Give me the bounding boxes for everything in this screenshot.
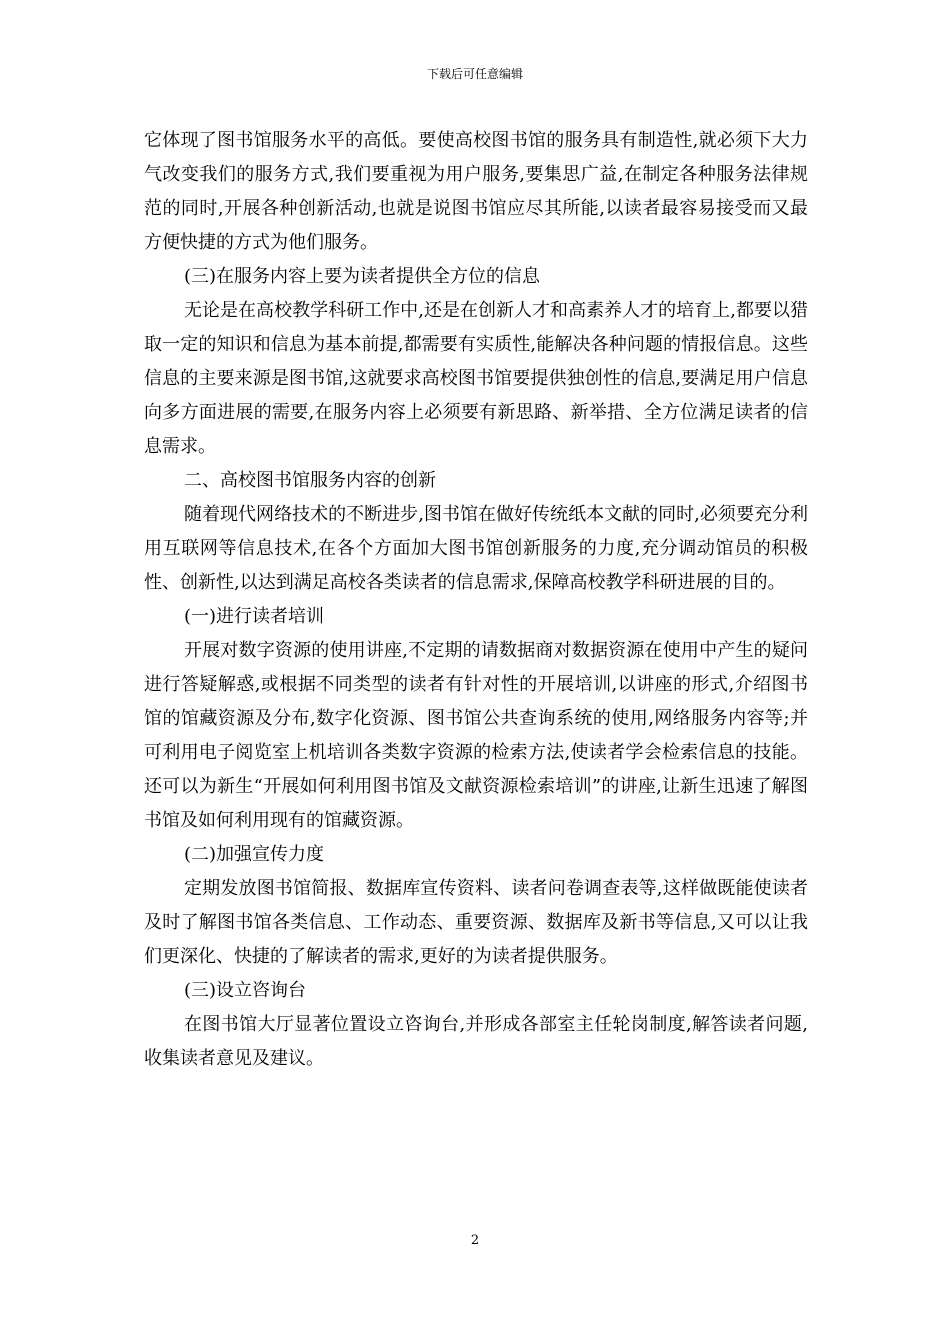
paragraph: 定期发放图书馆简报、数据库宣传资料、读者问卷调查表等,这样做既能使读者及时了解图书馆各类信息、工作动态、重要资源、数据库及新书等信息,又可以让我们更深化、快捷的了解读者的需求,更好的为读者提供服务。 bbox=[144, 878, 808, 967]
paragraph: 随着现代网络技术的不断进步,图书馆在做好传统纸本文献的同时,必须要充分利用互联网等信息技术,在各个方面加大图书馆创新服务的力度,充分调动馆员的积极性、创新性,以达到满足高校各类读者的信息需求,保障高校教学科研进展的目的。 bbox=[144, 504, 808, 593]
section-heading-help-desk: (三)设立咨询台 bbox=[184, 980, 307, 1001]
page-header: 下载后可任意编辑 bbox=[426, 67, 523, 81]
paragraph: 开展对数字资源的使用讲座,不定期的请数据商对数据资源在使用中产生的疑问进行答疑解惑,或根据不同类型的读者有针对性的开展培训,以讲座的形式,介绍图书馆的馆藏资源及分布,数字化资源、图书馆公共查询系统的使用,网络服务内容等;并可利用电子阅览室上机培训各类数字资源的检索方法,使读者学会检索信息的技能。还可以为新生“开展如何利用图书馆及文献资源检索培训”的讲座,让新生迅速了解图书馆及如何利用现有的馆藏资源。 bbox=[144, 640, 808, 831]
paragraph: 无论是在高校教学科研工作中,还是在创新人才和高素养人才的培育上,都要以猎取一定的知识和信息为基本前提,都需要有实质性,能解决各种问题的情报信息。这些信息的主要来源是图书馆,这就要求高校图书馆要提供独创性的信息,要满足用户信息向多方面进展的需要,在服务内容上必须要有新思路、新举措、全方位满足读者的信息需求。 bbox=[144, 300, 808, 457]
section-heading-innovation: 二、高校图书馆服务内容的创新 bbox=[184, 470, 436, 491]
section-heading-content: (三)在服务内容上要为读者提供全方位的信息 bbox=[184, 266, 541, 287]
paragraph: 在图书馆大厅显著位置设立咨询台,并形成各部室主任轮岗制度,解答读者问题,收集读者意见及建议。 bbox=[144, 1014, 808, 1069]
section-heading-training: (一)进行读者培训 bbox=[184, 606, 325, 627]
section-heading-publicity: (二)加强宣传力度 bbox=[184, 844, 325, 865]
page-number: 2 bbox=[470, 1233, 480, 1248]
paragraph-continuation: 它体现了图书馆服务水平的高低。要使高校图书馆的服务具有制造性,就必须下大力气改变我们的服务方式,我们要重视为用户服务,要集思广益,在制定各种服务法律规范的同时,开展各种创新活动,也就是说图书馆应尽其所能,以读者最容易接受而又最方便快捷的方式为他们服务。 bbox=[144, 130, 808, 253]
document-body bbox=[144, 124, 808, 1076]
